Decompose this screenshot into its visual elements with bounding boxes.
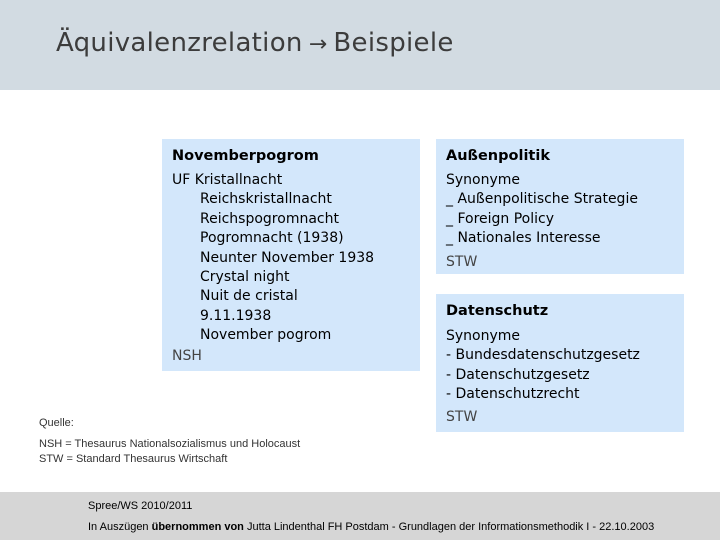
source-tag: NSH <box>172 348 202 364</box>
term-item: Neunter November 1938 <box>200 249 375 266</box>
footer-credit <box>88 521 654 533</box>
footer-semester: Spree/WS 2010/2011 <box>88 500 193 512</box>
term-item: _ Foreign Policy <box>446 210 555 227</box>
term-item: _ Nationales Interesse <box>446 230 601 247</box>
term-item: Crystal night <box>200 269 290 286</box>
term-list <box>446 327 640 405</box>
arrow-icon: → <box>308 32 328 57</box>
term-item: Reichspogromnacht <box>200 210 339 227</box>
source-label: Quelle: <box>39 417 74 429</box>
term-item: November pogrom <box>200 327 332 344</box>
footer-credit-bold: übernommen von <box>151 521 244 533</box>
source-stw: STW = Standard Thesaurus Wirtschaft <box>39 453 228 465</box>
term-list <box>446 171 638 249</box>
title-left: Äquivalenzrelation <box>56 28 303 58</box>
uf-line: UF Kristallnacht <box>172 172 283 188</box>
term-item: Nuit de cristal <box>200 288 298 305</box>
box-heading: Novemberpogrom <box>172 148 319 164</box>
source-nsh: NSH = Thesaurus Nationalsozialismus und Holocaust <box>39 438 301 450</box>
box-heading: Außenpolitik <box>446 148 550 164</box>
term-item: Synonyme <box>446 328 521 344</box>
title-right: Beispiele <box>333 28 454 58</box>
footer-credit-post: Jutta Lindenthal FH Postdam - Grundlagen der Informationsmethodik I - 22.10.2003 <box>243 521 655 533</box>
header-band <box>0 0 720 90</box>
source-tag: STW <box>446 409 478 425</box>
term-item: - Datenschutzrecht <box>446 386 580 403</box>
box-novemberpogrom <box>162 139 420 371</box>
term-item: - Datenschutzgesetz <box>446 366 590 383</box>
term-item: Reichskristallnacht <box>200 191 332 208</box>
box-datenschutz <box>436 294 684 432</box>
source-tag: STW <box>446 254 478 270</box>
box-heading: Datenschutz <box>446 303 549 319</box>
term-item: Pogromnacht (1938) <box>200 230 344 247</box>
box-aussenpolitik <box>436 139 684 274</box>
term-item: 9.11.1938 <box>200 307 272 324</box>
term-item: - Bundesdatenschutzgesetz <box>446 347 640 364</box>
term-item: _ Außenpolitische Strategie <box>446 191 638 208</box>
term-item: Synonyme <box>446 172 521 188</box>
footer-band <box>0 492 720 540</box>
term-list <box>172 171 374 346</box>
footer-credit-pre: In Auszügen <box>88 521 152 533</box>
slide-title <box>56 28 454 58</box>
